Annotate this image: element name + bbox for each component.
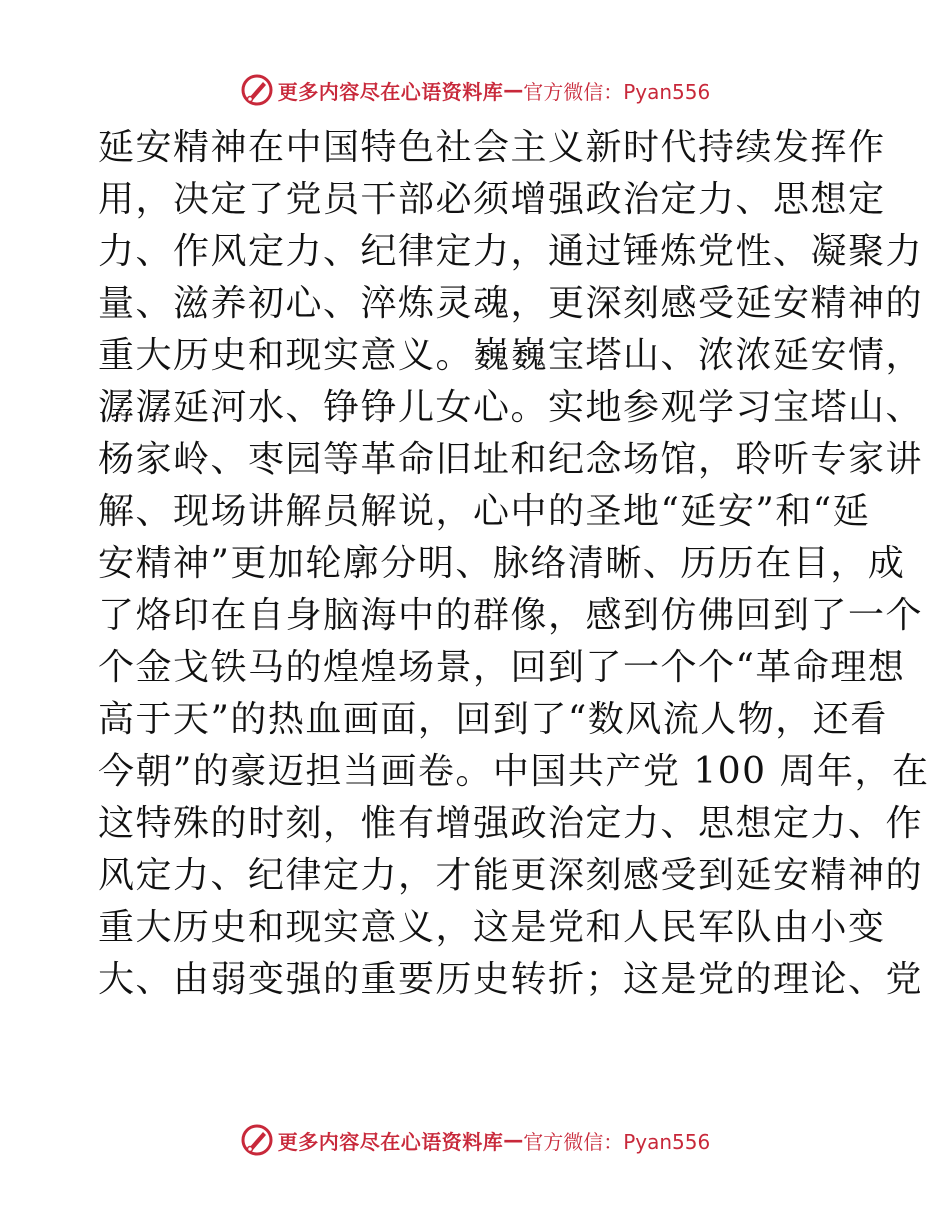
text-line: 高于天”的热血画面，回到了“数风流人物，还看 — [98, 699, 888, 740]
text-line: 重大历史和现实意义，这是党和人民军队由小变 — [98, 907, 886, 948]
text-line: 个金戈铁马的煌煌场景，回到了一个个“革命理想 — [98, 647, 906, 688]
text-line: 潺潺延河水、铮铮儿女心。实地参观学习宝塔山、 — [98, 387, 924, 428]
text-line: 解、现场讲解员解说，心中的圣地“延安”和“延 — [98, 491, 871, 532]
text-line: 用，决定了党员干部必须增强政治定力、思想定 — [98, 179, 886, 220]
text-line: 安精神”更加轮廓分明、脉络清晰、历历在目，成 — [98, 543, 906, 584]
text-line: 这特殊的时刻，惟有增强政治定力、思想定力、作 — [98, 803, 924, 844]
text-line: 风定力、纪律定力，才能更深刻感受到延安精神的 — [98, 855, 924, 896]
footer-separator: — — [503, 1128, 524, 1152]
text-line: 力、作风定力、纪律定力，通过锤炼党性、凝聚力 — [98, 231, 924, 272]
text-line: 杨家岭、枣园等革命旧址和纪念场馆，聆听专家讲 — [98, 439, 924, 480]
header-banner — [0, 70, 950, 110]
text-line: 量、滋养初心、淬炼灵魂，更深刻感受延安精神的 — [98, 283, 924, 324]
text-line: 重大历史和现实意义。巍巍宝塔山、浓浓延安情， — [98, 335, 924, 376]
header-site-text: 更多内容尽在心语资料库 — [277, 79, 504, 104]
footer-wechat-text: 官方微信：Pyan556 — [523, 1129, 711, 1154]
header-separator: — — [503, 78, 524, 102]
footer-banner — [0, 1120, 950, 1160]
footer-site-text: 更多内容尽在心语资料库 — [277, 1129, 504, 1154]
text-line: 延安精神在中国特色社会主义新时代持续发挥作 — [98, 127, 886, 168]
text-line: 了烙印在自身脑海中的群像，感到仿佛回到了一个 — [98, 595, 924, 636]
pen-logo-icon — [240, 1123, 274, 1157]
document-body — [98, 122, 930, 1006]
text-line: 大、由弱变强的重要历史转折；这是党的理论、党 — [98, 959, 924, 1000]
pen-logo-icon — [240, 73, 274, 107]
text-line: 今朝”的豪迈担当画卷。中国共产党 100 周年，在 — [98, 751, 930, 792]
header-wechat-text: 官方微信：Pyan556 — [523, 79, 711, 104]
